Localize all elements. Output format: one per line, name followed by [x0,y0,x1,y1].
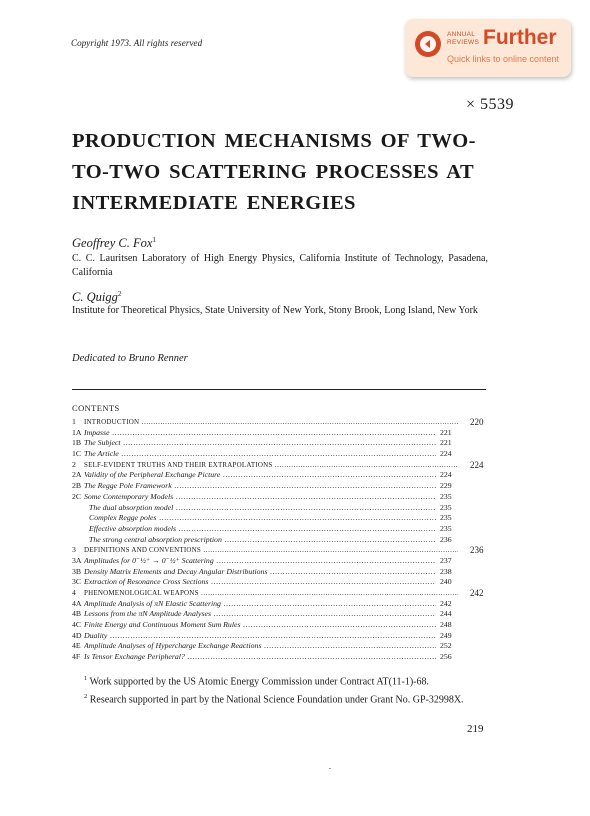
toc-entry-title: Amplitude Analyses of Hypercharge Exchange Reactions ..... [84,641,436,652]
play-arrow-icon [415,31,441,57]
toc-entry-title: Some Contemporary Models ..... [84,492,436,503]
author-affiliation: C. C. Lauritsen Laboratory of High Energy Physics, California Institute of Technology, Pasadena, California [72,253,488,278]
toc-entry-page: 221 [440,427,452,437]
toc-entry-page: 248 [440,620,452,630]
toc-entry-number: 1A [72,427,82,437]
toc-entry-page: 221 [440,438,452,448]
toc-entry-page: 236 [470,545,484,556]
toc-entry-page: 235 [440,491,452,501]
toc-entry-title: The dual absorption model ..... [89,503,436,514]
scan-speck [329,768,331,769]
toc-entry-title: SELF-EVIDENT TRUTHS AND THEIR EXTRAPOLATIONS ..... [84,460,458,471]
toc-entry[interactable] [72,513,488,524]
toc-entry-title: The strong central absorption prescription ..... [89,535,436,546]
toc-entry[interactable] [72,577,488,588]
toc-entry[interactable] [72,535,488,546]
toc-entry-page: 244 [440,609,452,619]
footnotes [72,671,488,708]
toc-entry-number: 3C [72,577,82,587]
toc-entry[interactable] [72,588,488,599]
toc-entry-number: 4D [72,630,82,640]
toc-entry-page: 242 [470,588,484,598]
toc-entry-page: 249 [440,630,452,640]
toc-entry-number: 2A [72,470,82,480]
further-subtitle: Quick links to online content [447,54,560,64]
toc-entry[interactable] [72,428,488,439]
contents-heading: CONTENTS [72,403,120,413]
toc-entry[interactable] [72,652,488,663]
toc-entry-title: Impasse ..... [84,428,436,439]
article-title: PRODUCTION MECHANISMS OF TWO-TO-TWO SCATTERING PROCESSES AT INTERMEDIATE ENERGIES [72,130,476,214]
author-affiliation: Institute for Theoretical Physics, State University of New York, Stony Brook, Long Island, New York [72,305,478,316]
toc-entry-number: 4E [72,641,81,651]
toc-entry-page: 238 [440,566,452,576]
toc-entry-number: 4F [72,652,81,662]
toc-entry-page: 224 [440,470,452,480]
toc-entry[interactable] [72,599,488,610]
toc-entry-title: INTRODUCTION ..... [84,417,458,428]
toc-entry-title: DEFINITIONS AND CONVENTIONS ..... [84,545,458,556]
toc-entry-page: 229 [440,481,452,491]
toc-entry[interactable] [72,460,488,471]
toc-entry-page: 242 [440,598,452,608]
toc-entry-title: Density Matrix Elements and Decay Angular Distributions ..... [84,567,436,578]
toc-entry-title: Lessons from the πN Amplitude Analyses ..... [84,609,436,620]
toc-entry[interactable] [72,641,488,652]
page-number: 219 [467,723,484,735]
toc-entry-title: The Subject ..... [84,438,436,449]
toc-entry-page: 224 [470,459,484,470]
toc-entry-title: Complex Regge poles ..... [89,513,436,524]
toc-entry-page: 236 [440,534,452,544]
toc-entry[interactable] [72,631,488,642]
toc-entry[interactable] [72,481,488,492]
toc-entry[interactable] [72,609,488,620]
toc-entry-page: 235 [440,513,452,523]
toc-entry-page: 256 [440,652,452,662]
annual-reviews-wordmark: ANNUAL REVIEWS [447,31,480,46]
toc-entry-title: Effective absorption models ..... [89,524,436,535]
toc-entry[interactable] [72,567,488,578]
table-of-contents [72,417,488,663]
article-code: × 5539 [466,96,515,113]
toc-entry-title: Amplitude Analysis of πN Elastic Scattering ..... [84,599,436,610]
toc-entry[interactable] [72,524,488,535]
toc-entry-number: 2 [72,459,76,469]
toc-entry-page: 252 [440,641,452,651]
toc-entry[interactable] [72,556,488,567]
toc-entry-number: 4A [72,598,82,608]
toc-entry-number: 1C [72,449,82,459]
toc-entry-page: 237 [440,555,452,565]
toc-entry-page: 235 [440,523,452,533]
toc-entry-number: 4B [72,609,82,619]
dedication: Dedicated to Bruno Renner [72,353,188,364]
toc-entry-number: 2C [72,491,82,501]
toc-entry-title: The Regge Pole Framework ..... [84,481,436,492]
toc-entry-number: 1B [72,438,82,448]
toc-entry-title: PHENOMENOLOGICAL WEAPONS ..... [84,588,458,599]
toc-entry-title: Validity of the Peripheral Exchange Picture ..... [84,470,436,481]
toc-entry-title: Amplitudes for 0⁻½⁺ → 0⁻½⁺ Scattering ..... [84,556,436,567]
toc-entry[interactable] [72,545,488,556]
further-wordmark: Further [483,26,557,49]
toc-entry-title: Extraction of Resonance Cross Sections ..... [84,577,436,588]
toc-entry-number: 3B [72,566,82,576]
toc-entry-page: 224 [440,449,452,459]
toc-entry[interactable] [72,417,488,428]
toc-entry-page: 240 [440,577,452,587]
author-name: C. Quigg$^2$ [72,290,122,305]
footnote: $^2$ Research supported in part by the National Science Foundation under Grant No. GP-32998X. [84,693,464,706]
toc-entry[interactable] [72,503,488,514]
copyright-notice: Copyright 1973. All rights reserved [71,38,203,48]
author-name: Geoffrey C. Fox$^1$ [72,236,156,251]
toc-entry[interactable] [72,449,488,460]
toc-entry[interactable] [72,438,488,449]
toc-entry-page: 235 [440,502,452,512]
section-divider [72,389,486,390]
toc-entry-title: Duality ..... [84,631,436,642]
toc-entry-number: 3A [72,555,82,565]
toc-entry[interactable] [72,470,488,481]
toc-entry-number: 4C [72,620,82,630]
toc-entry-number: 1 [72,417,76,426]
toc-entry-title: Is Tensor Exchange Peripheral? ..... [84,652,436,663]
toc-entry-number: 3 [72,545,76,555]
toc-entry-title: The Article ..... [84,449,436,460]
annual-reviews-further-badge[interactable] [405,19,571,77]
toc-entry[interactable] [72,492,488,503]
toc-entry-title: Finite Energy and Continuous Moment Sum Rules ..... [84,620,436,631]
toc-entry-page: 220 [470,417,484,427]
toc-entry-number: 4 [72,588,76,597]
footnote: $^1$ Work supported by the US Atomic Energy Commission under Contract AT(11-1)-68. [84,675,430,688]
toc-entry[interactable] [72,620,488,631]
toc-entry-number: 2B [72,481,82,491]
